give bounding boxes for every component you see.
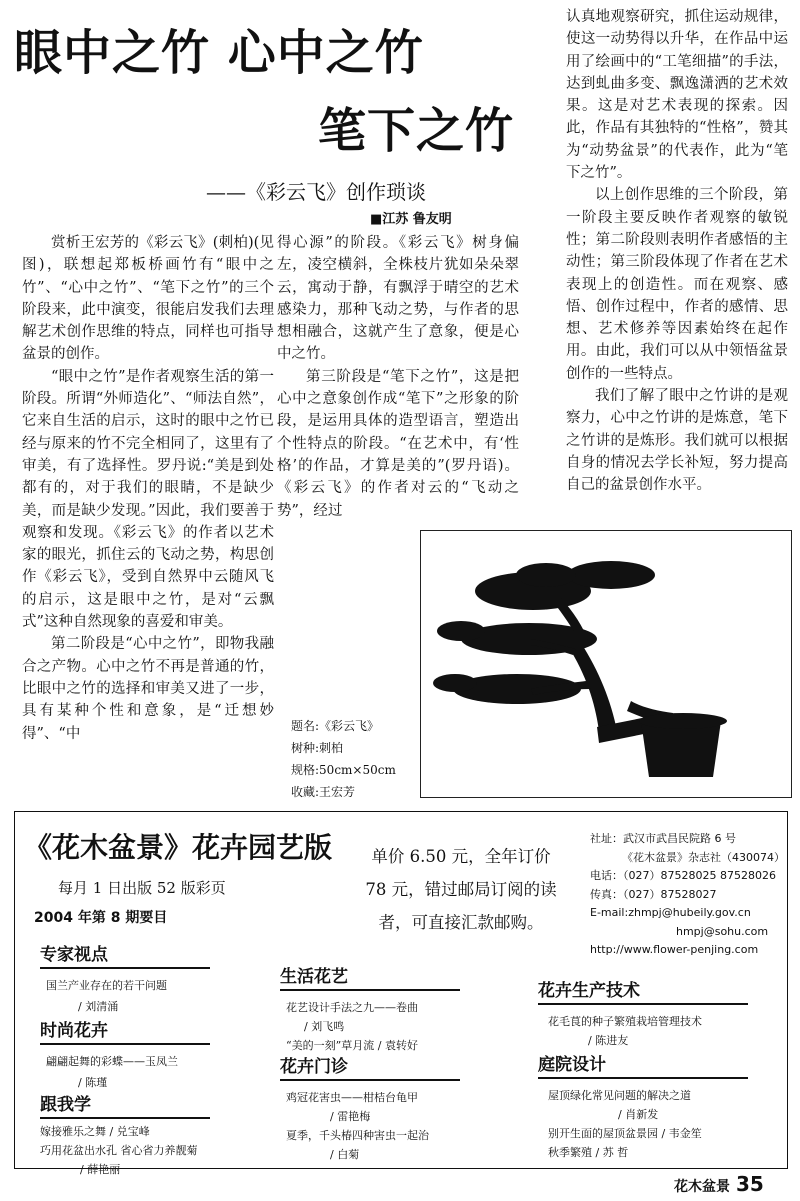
toc-expert [40, 940, 210, 1015]
section-heading: 花卉生产技术 [538, 976, 748, 1005]
ad-issue: 2004 年第 8 期要目 [34, 910, 168, 926]
photo-caption [291, 715, 396, 803]
paragraph: 第二阶段是“心中之竹”，即物我融合之产物。心中之竹不再是普通的竹，比眼中之竹的选择和审美又进了一步，具有某种个性和意象，是“迁想妙得”、“中 [22, 636, 274, 742]
toc-author: / 刘飞鸣 [304, 1020, 345, 1033]
paragraph: 第三阶段是“笔下之竹”，这是把心中之意象创作成“笔下”之形象的阶段，是运用具体的造型语言，塑造出个性特点的阶段。“在艺术中，有‘性格’的作品，才算是美的”(罗丹语)。《彩云飞》的作者对云的“飞动之势”，经过 [277, 368, 519, 519]
toc-author: / 肖新发 [618, 1108, 659, 1121]
toc-item: 翩翩起舞的彩蝶——玉凤兰 [46, 1055, 178, 1068]
ad-title: 《花木盆景》花卉园艺版 [24, 831, 333, 864]
toc-item: 别开生面的屋顶盆景园 / 韦金笙 [548, 1127, 702, 1140]
footer-magazine-name: 花木盆景 [674, 1179, 730, 1195]
contact-phone: 电话：（027）87528025 87528026 [590, 869, 776, 882]
paragraph: 我们了解了眼中之竹讲的是观察力，心中之竹讲的是炼意，笔下之竹讲的是炼形。我们就可以根据自身的情况去学长补短，努力提高自己的盆景创作水平。 [566, 388, 788, 494]
contact-website[interactable]: http://www.flower-penjing.com [590, 943, 759, 956]
toc-item: 国兰产业存在的若干问题 [46, 979, 167, 992]
toc-author: / 雷艳梅 [330, 1110, 371, 1123]
toc-item: 夏季，千头椿四种害虫一起治 [286, 1129, 429, 1142]
caption-species: 树种:刺柏 [291, 741, 344, 755]
toc-item: 花毛茛的种子繁殖栽培管理技术 [548, 1015, 702, 1028]
toc-item: 屋顶绿化常见问题的解决之道 [548, 1089, 691, 1102]
toc-author: / 薛艳丽 [80, 1163, 121, 1176]
article-title-line1: 眼中之竹 心中之竹 [14, 25, 424, 81]
caption-size: 规格:50cm×50cm [291, 763, 396, 777]
paragraph: 认真地观察研究，抓住运动规律，使这一动势得以升华，在作品中运用了绘画中的“工笔细描”的手法，达到虬曲多变、飘逸潇洒的艺术效果。这是对艺术表现的探索。因此，作品有其独特的“性格”，赞其为“动势盆景”的代表作，此为“笔下之竹”。 [566, 9, 788, 182]
ad-contact [590, 830, 785, 960]
toc-life [280, 962, 460, 1054]
toc-item: 巧用花盆出水孔 省心省力养靓菊 [40, 1144, 198, 1157]
section-heading: 花卉门诊 [280, 1052, 460, 1081]
contact-email-2[interactable]: hmpj@sohu.com [676, 924, 769, 938]
contact-fax: 传真：（027）87528027 [590, 887, 717, 901]
toc-item: “美的一刻”草月流 / 袁转好 [286, 1039, 418, 1052]
bonsai-photo [420, 530, 792, 798]
toc-fashion [40, 1016, 210, 1091]
article-column-2 [277, 232, 519, 522]
section-heading: 时尚花卉 [40, 1016, 210, 1045]
caption-title: 题名:《彩云飞》 [291, 719, 380, 733]
paragraph: 以上创作思维的三个阶段，第一阶段主要反映作者观察的敏锐性；第二阶段则表明作者感悟的主动性；第三阶段体现了作者在艺术表现上的创造性。而在观察、感悟、创作过程中，作者的感情、思想、艺术修养等因素始终在起作用。由此，我们可以从中领悟盆景创作的一些特点。 [566, 187, 788, 382]
toc-author: / 刘清涌 [78, 1000, 119, 1013]
page-footer [674, 1172, 764, 1196]
caption-collection: 收藏:王宏芳 [291, 785, 356, 799]
toc-item: 花艺设计手法之九——卷曲 [286, 1001, 418, 1014]
paragraph: 赏析王宏芳的《彩云飞》(刺柏)(见图)，联想起郑板桥画竹有“眼中之竹”、“心中之竹”、“笔下之竹”的三个阶段来，此中演变，很能启发我们去理解艺术创作思维的特点，同样也可指导盆景的创作。 [22, 235, 274, 363]
contact-address: 社址：武汉市武昌民院路 6 号 [590, 832, 736, 845]
toc-author: / 陈瑾 [78, 1076, 108, 1089]
toc-clinic [280, 1052, 460, 1163]
page-number: 35 [736, 1172, 764, 1196]
article-column-1 [22, 232, 274, 745]
toc-item: 秋季繁殖 / 苏 哲 [548, 1146, 629, 1159]
price-line: 单价 6.50 元，全年订价 [371, 847, 551, 866]
toc-garden [538, 1050, 748, 1161]
article-title-line2: 笔下之竹 [318, 103, 515, 159]
section-heading: 跟我学 [40, 1090, 210, 1119]
article-column-3 [566, 6, 788, 497]
toc-tech [538, 976, 748, 1049]
contact-email[interactable]: E-mail:zhmpj@hubeily.gov.cn [590, 906, 751, 919]
section-heading: 生活花艺 [280, 962, 460, 991]
contact-publisher: 《花木盆景》杂志社（430074） [622, 850, 785, 864]
toc-item: 嫁接雅乐之舞 / 兑宝峰 [40, 1125, 150, 1138]
toc-author: / 白菊 [330, 1148, 360, 1161]
article-subtitle: ——《彩云飞》创作琐谈 [206, 180, 426, 204]
ad-price [346, 840, 576, 939]
section-heading: 庭院设计 [538, 1050, 748, 1079]
ad-schedule: 每月 1 日出版 52 版彩页 [58, 879, 226, 897]
price-line: 者，可直接汇款邮购。 [378, 913, 544, 932]
price-line: 78 元，错过邮局订阅的读 [365, 880, 557, 899]
article-byline: ■江苏 鲁友明 [370, 212, 452, 227]
paragraph: 得心源”的阶段。《彩云飞》树身偏左，凌空横斜，全株枝片犹如朵朵翠云，寓动于静，有飘浮于晴空的艺术感染力，那种飞动之势，与作者的思想相融合，这就产生了意象，便是心中之竹。 [277, 235, 519, 363]
toc-learn [40, 1090, 270, 1178]
toc-item: 鸡冠花害虫——柑桔台龟甲 [286, 1091, 418, 1104]
section-heading: 专家视点 [40, 940, 210, 969]
paragraph: “眼中之竹”是作者观察生活的第一阶段。所谓“外师造化”、“师法自然”，它来自生活的启示，这时的眼中之竹已经与原来的竹不完全相同了，这里有了审美，有了选择性。罗丹说:“美是到处都有的，对于我们的眼睛，不是缺少美，而是缺少发现。”因此，我们要善于观察和发现。《彩云飞》的作者以艺术家的眼光，抓住云的飞动之势，构思创作《彩云飞》，受到自然界中云随风飞的启示，这是眼中之竹，是对“云飘式”这种自然现象的喜爱和审美。 [22, 368, 274, 631]
bonsai-illustration [421, 531, 791, 797]
toc-author: / 陈进友 [588, 1034, 629, 1047]
